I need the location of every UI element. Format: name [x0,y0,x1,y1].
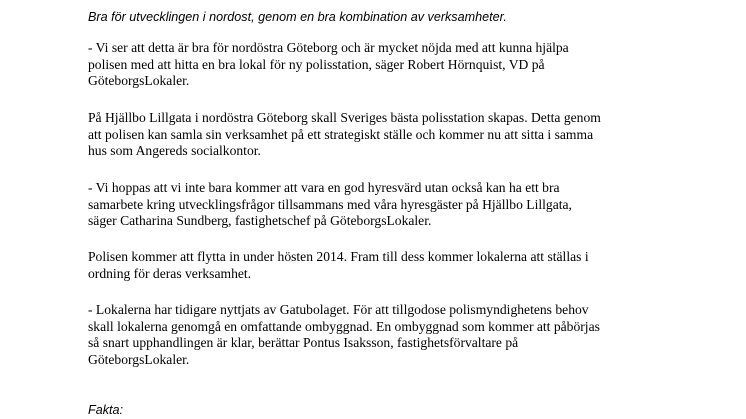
paragraph-quote-sundberg [88,180,708,230]
paragraph-hjallbo-police-station [88,110,708,160]
paragraph-line: På Hjällbo Lillgata i nordöstra Göteborg skall Sveriges bästa polisstation skapas. Detta genom [88,110,601,125]
paragraph-line: - Vi hoppas att vi inte bara kommer att vara en god hyresvärd utan också kan ha ett bra [88,180,560,195]
paragraph-line: så snart upphandlingen är klar, berättar Pontus Isaksson, fastighetsförvaltare på [88,335,519,350]
paragraph-line: skall lokalerna genomgå en omfattande ombyggnad. En ombyggnad som kommer att påbörjas [88,318,600,334]
fakta-heading: Fakta: [88,403,123,417]
paragraph-move-in-2014 [88,249,708,282]
paragraph-line: samarbete kring utvecklingsfrågor tillsammans med våra hyresgäster på Hjällbo Lillgata, [88,196,572,212]
paragraph-line: GöteborgsLokaler. [88,73,190,88]
paragraph-line: - Lokalerna har tidigare nyttjats av Gatubolaget. För att tillgodose polismyndighetens behov [88,302,589,317]
document-subtitle: Bra för utvecklingen i nordost, genom en bra kombination av verksamheter. [88,10,507,24]
paragraph-line: GöteborgsLokaler. [88,351,190,367]
paragraph-line: säger Catharina Sundberg, fastighetschef på GöteborgsLokaler. [88,213,432,228]
paragraph-renovation [88,302,708,368]
paragraph-line: ordning för deras verksamhet. [88,265,252,281]
paragraph-quote-hornquist [88,40,708,90]
paragraph-line: - Vi ser att detta är bra för nordöstra Göteborg och är mycket nöjda med att kunna hjälpa [88,40,569,55]
paragraph-line: polisen med att hitta en bra lokal för ny polisstation, säger Robert Hörnquist, VD på [88,56,545,72]
paragraph-line: att polisen kan samla sin verksamhet på ett strategiskt ställe och kommer nu att sitta i samma [88,126,594,142]
paragraph-line: hus som Angereds socialkontor. [88,143,261,158]
paragraph-line: Polisen kommer att flytta in under hösten 2014. Fram till dess kommer lokalerna att ställas i [88,249,589,264]
